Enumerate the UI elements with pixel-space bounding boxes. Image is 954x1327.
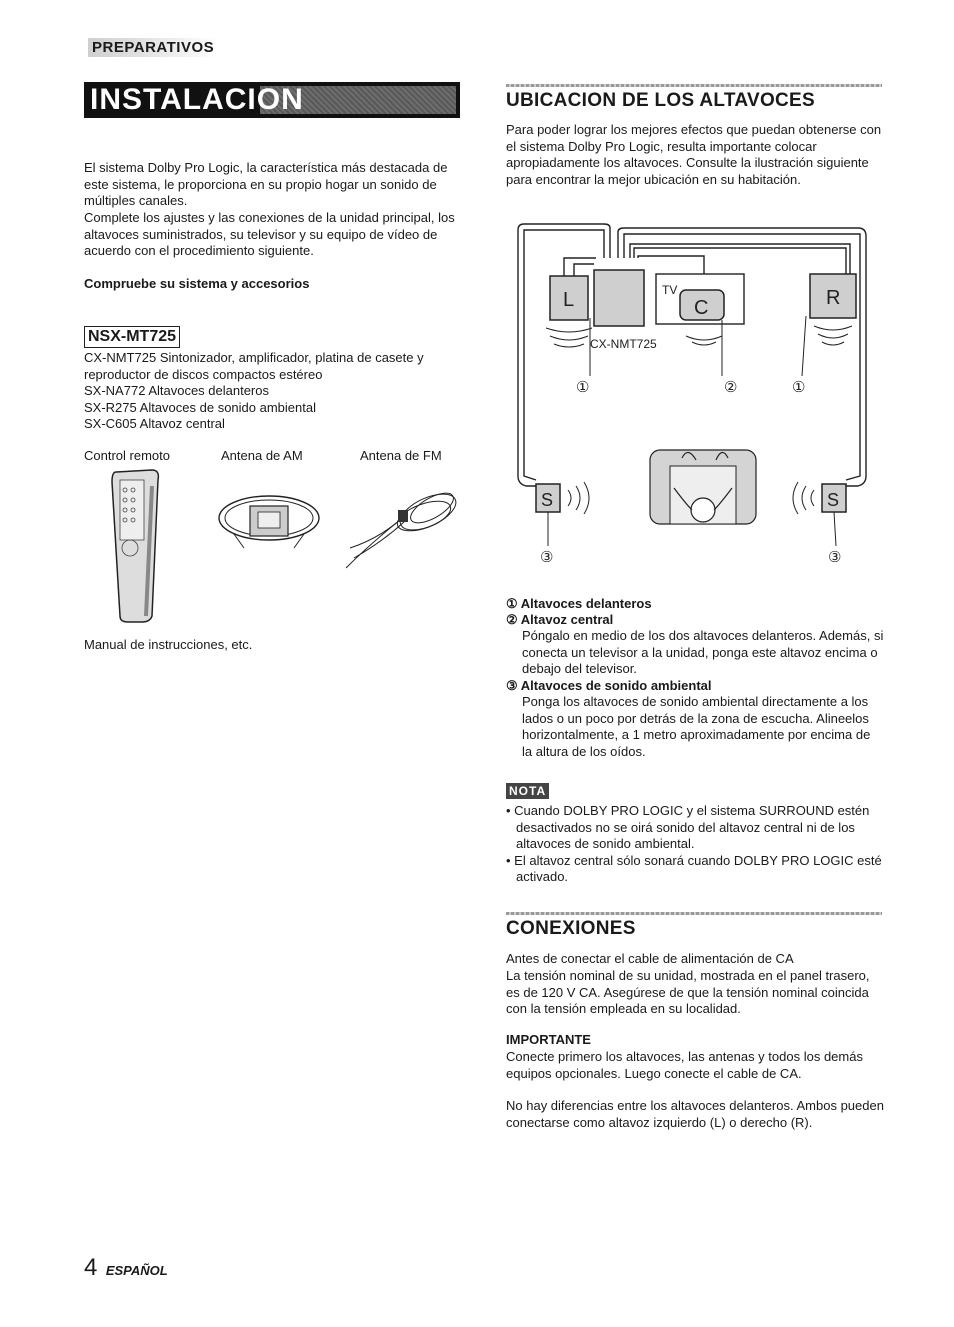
legend-surround: ③ Altavoces de sonido ambiental xyxy=(506,678,712,693)
component-item: CX-NMT725 Sintonizador, amplificador, platina de casete y reproductor de discos compactos estéreo xyxy=(84,350,424,382)
conexiones-heading: CONEXIONES xyxy=(506,918,636,939)
callout-2: ② xyxy=(724,379,738,396)
footer-language: ESPAÑOL xyxy=(105,1263,168,1278)
callout-3-right: ③ xyxy=(828,549,842,566)
manual-label: Manual de instrucciones, etc. xyxy=(84,637,253,652)
speaker-label-s-left: S xyxy=(541,490,554,510)
speaker-placement-diagram xyxy=(506,218,876,578)
intro-paragraph-2: Complete los ajustes y las conexiones de la unidad principal, los altavoces suministrados, su televisor y su equipo de vídeo de acuerdo con el procedimiento siguiente. xyxy=(84,210,455,258)
unit-label: CX-NMT725 xyxy=(590,337,657,351)
main-unit xyxy=(594,270,644,326)
page-number: 4 xyxy=(84,1254,98,1281)
accessory-label-remote: Control remoto xyxy=(84,448,170,463)
components-list xyxy=(84,350,464,433)
nota-list xyxy=(506,803,884,886)
speaker-label-r: R xyxy=(826,287,841,309)
legend-center: ② Altavoz central xyxy=(506,612,614,627)
importante-heading: IMPORTANTE xyxy=(506,1032,591,1047)
check-heading: Compruebe su sistema y accesorios xyxy=(84,276,310,291)
model-badge: NSX-MT725 xyxy=(84,326,180,348)
am-antenna-icon xyxy=(214,490,324,555)
speaker-heading: UBICACION DE LOS ALTAVOCES xyxy=(506,90,815,111)
legend-front: ① Altavoces delanteros xyxy=(506,596,652,611)
divider-conexiones xyxy=(506,912,882,915)
callout-1-right: ① xyxy=(792,379,806,396)
tv-label: TV xyxy=(662,283,678,297)
page-footer xyxy=(84,1254,168,1282)
speaker-label-c: C xyxy=(694,297,709,319)
page-title: INSTALACION xyxy=(90,83,304,116)
importante-text: Conecte primero los altavoces, las antenas y todos los demás equipos opcionales. Luego conecte el cable de CA. xyxy=(506,1049,863,1081)
component-item: SX-NA772 Altavoces delanteros xyxy=(84,383,269,398)
speaker-label-s-right: S xyxy=(827,490,840,510)
component-item: SX-R275 Altavoces de sonido ambiental xyxy=(84,399,316,415)
callout-3-left: ③ xyxy=(540,549,554,566)
nota-item: • El altavoz central sólo sonará cuando DOLBY PRO LOGIC esté activado. xyxy=(506,852,882,884)
remote-control-icon xyxy=(106,466,166,626)
final-note: No hay diferencias entre los altavoces delanteros. Ambos pueden conectarse como altavoz izquierdo (L) o derecho (R). xyxy=(506,1098,884,1130)
nota-item: • Cuando DOLBY PRO LOGIC y el sistema SURROUND estén desactivados no se oirá sonido del altavoz central ni de los altavoces de sonido ambiental. xyxy=(506,803,870,851)
legend-surround-text: Ponga los altavoces de sonido ambiental directamente a los lados o un poco por detrás de la zona de escucha. Alineelos horizontalmente, a 1 metro aproximadamente por encima de la altura de los oídos. xyxy=(522,694,871,759)
legend-center-text: Póngalo en medio de los dos altavoces delanteros. Además, si conecta un televisor a la unidad, ponga este altavoz encima o debajo del televisor. xyxy=(522,628,884,676)
page-title-bar xyxy=(84,82,460,118)
component-item: SX-C605 Altavoz central xyxy=(84,416,225,431)
speaker-intro: Para poder lograr los mejores efectos que puedan obtenerse con el sistema Dolby Pro Logic, resulta importante colocar apropiadamente los altavoces. Consulte la ilustración siguiente para encontrar la mejor ubicación en su habitación. xyxy=(506,122,882,187)
conexiones-text: Antes de conectar el cable de alimentación de CA xyxy=(506,951,794,966)
fm-antenna-icon xyxy=(340,478,465,573)
nota-badge: NOTA xyxy=(506,783,549,799)
section-label: PREPARATIVOS xyxy=(88,38,218,57)
callout-1-left: ① xyxy=(576,379,590,396)
intro-paragraph-1: El sistema Dolby Pro Logic, la característica más destacada de este sistema, le proporciona en su propio hogar un sonido de múltiples canales. xyxy=(84,160,448,208)
listener-figure xyxy=(650,450,756,524)
divider-top xyxy=(506,84,882,87)
speaker-label-l: L xyxy=(563,289,575,311)
accessory-label-am: Antena de AM xyxy=(221,448,303,463)
conexiones-text-2: La tensión nominal de su unidad, mostrada en el panel trasero, es de 120 V CA. Asegúrese de que la tensión nominal coincida con la tensión empleada en su localidad. xyxy=(506,968,870,1016)
accessory-label-fm: Antena de FM xyxy=(360,448,442,463)
